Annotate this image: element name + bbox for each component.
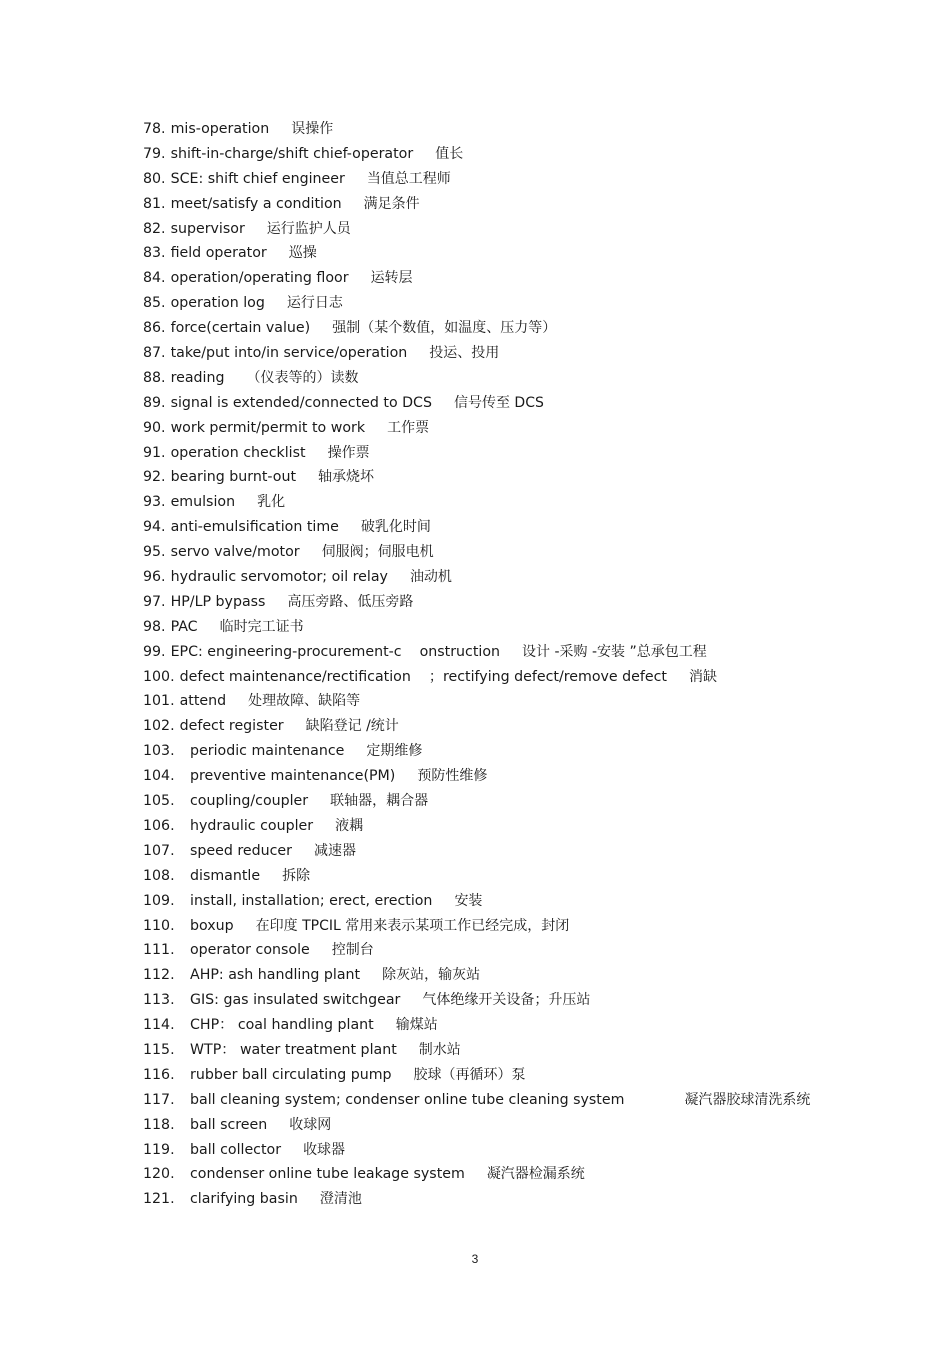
entry-term: CHP： coal handling plant xyxy=(190,1017,374,1034)
entry-translation: 油动机 xyxy=(409,569,452,586)
entry-translation: 凝汽器检漏系统 xyxy=(486,1166,585,1183)
glossary-entry xyxy=(143,267,863,292)
entry-number: 100. xyxy=(143,668,175,685)
glossary-entry xyxy=(143,666,863,691)
glossary-entry xyxy=(143,242,863,267)
entry-translation: 拆除 xyxy=(282,867,311,884)
entry-translation: 临时完工证书 xyxy=(219,618,304,635)
glossary-entry xyxy=(143,740,863,765)
glossary-entry xyxy=(143,964,863,989)
entry-term: field operator xyxy=(170,245,267,262)
entry-term: AHP: ash handling plant xyxy=(190,967,361,984)
entry-number: 84. xyxy=(143,270,166,287)
entry-number: 87. xyxy=(143,345,166,362)
entry-translation: 信号传至 DCS xyxy=(453,394,544,411)
entry-term-continuation: ；rectifying defect/remove defect xyxy=(428,668,667,685)
glossary-entry xyxy=(143,566,863,591)
entry-term: periodic maintenance xyxy=(190,743,345,760)
entry-number: 81. xyxy=(143,195,166,212)
glossary-list xyxy=(143,118,863,1213)
glossary-entry xyxy=(143,1089,863,1114)
entry-translation: 运行监护人员 xyxy=(266,220,351,237)
entry-term: operation/operating floor xyxy=(170,270,349,287)
glossary-entry xyxy=(143,715,863,740)
entry-number: 114. xyxy=(143,1017,175,1034)
entry-term: dismantle xyxy=(190,867,261,884)
entry-number: 85. xyxy=(143,295,166,312)
entry-number: 96. xyxy=(143,569,166,586)
entry-term: hydraulic coupler xyxy=(190,817,314,834)
glossary-entry xyxy=(143,840,863,865)
glossary-entry xyxy=(143,1039,863,1064)
entry-number: 79. xyxy=(143,145,166,162)
entry-term: shift-in-charge/shift chief-operator xyxy=(170,145,414,162)
glossary-entry xyxy=(143,1139,863,1164)
glossary-entry xyxy=(143,466,863,491)
entry-translation: 澄清池 xyxy=(319,1191,362,1208)
entry-term: mis-operation xyxy=(170,121,270,137)
entry-number: 98. xyxy=(143,618,166,635)
glossary-entry xyxy=(143,168,863,193)
entry-translation: 气体绝缘开关设备；升压站 xyxy=(422,992,591,1009)
entry-translation: 控制台 xyxy=(331,942,374,959)
entry-number: 89. xyxy=(143,394,166,411)
entry-term: supervisor xyxy=(170,220,245,237)
glossary-entry xyxy=(143,690,863,715)
entry-number: 105. xyxy=(143,793,175,810)
entry-term: clarifying basin xyxy=(190,1191,298,1208)
glossary-entry xyxy=(143,342,863,367)
entry-number: 92. xyxy=(143,469,166,486)
entry-number: 97. xyxy=(143,593,166,610)
entry-term: boxup xyxy=(190,917,234,934)
page-number: 3 xyxy=(471,1252,479,1266)
glossary-entry xyxy=(143,591,863,616)
entry-term: take/put into/in service/operation xyxy=(170,345,408,362)
glossary-entry xyxy=(143,417,863,442)
entry-number: 107. xyxy=(143,842,175,859)
entry-number: 112. xyxy=(143,967,175,984)
glossary-entry xyxy=(143,367,863,392)
entry-term: emulsion xyxy=(170,494,236,511)
glossary-entry xyxy=(143,442,863,467)
entry-term: preventive maintenance(PM) xyxy=(190,768,396,785)
entry-translation: 设计 -采购 -安装 ”总承包工程 xyxy=(522,643,707,660)
entry-term: force(certain value) xyxy=(170,320,311,337)
entry-translation: 液耦 xyxy=(335,817,364,834)
entry-translation: 乳化 xyxy=(257,494,286,511)
entry-number: 111. xyxy=(143,942,175,959)
entry-translation: 消缺 xyxy=(688,668,717,685)
entry-translation: 运行日志 xyxy=(286,295,343,312)
glossary-entry xyxy=(143,641,863,666)
glossary-entry xyxy=(143,890,863,915)
glossary-entry xyxy=(143,1163,863,1188)
entry-term: rubber ball circulating pump xyxy=(190,1066,392,1083)
entry-number: 109. xyxy=(143,892,175,909)
entry-number: 106. xyxy=(143,817,175,834)
entry-number: 78. xyxy=(143,121,166,137)
entry-number: 83. xyxy=(143,245,166,262)
entry-number: 119. xyxy=(143,1141,175,1158)
glossary-entry xyxy=(143,541,863,566)
entry-translation: 工作票 xyxy=(387,419,430,436)
entry-number: 82. xyxy=(143,220,166,237)
entry-term: condenser online tube leakage system xyxy=(190,1166,465,1183)
glossary-entry xyxy=(143,516,863,541)
entry-translation: 破乳化时间 xyxy=(360,519,431,536)
entry-term: HP/LP bypass xyxy=(170,593,266,610)
entry-term: GIS: gas insulated switchgear xyxy=(190,992,401,1009)
entry-translation: 预防性维修 xyxy=(417,768,488,785)
entry-term: PAC xyxy=(170,618,198,635)
entry-number: 113. xyxy=(143,992,175,1009)
entry-number: 86. xyxy=(143,320,166,337)
entry-translation: 在印度 TPCIL 常用来表示某项工作已经完成，封闭 xyxy=(255,917,570,934)
entry-number: 117. xyxy=(143,1091,175,1108)
entry-number: 118. xyxy=(143,1116,175,1133)
entry-translation: 胶球（再循环）泵 xyxy=(413,1066,526,1083)
entry-translation: 缺陷登记 /统计 xyxy=(305,718,399,735)
entry-translation: 运转层 xyxy=(370,270,413,287)
entry-term: operation checklist xyxy=(170,444,306,461)
entry-translation: 处理故障、缺陷等 xyxy=(248,693,361,710)
entry-term: operation log xyxy=(170,295,265,312)
entry-term: bearing burnt-out xyxy=(170,469,297,486)
entry-term: defect register xyxy=(179,718,284,735)
entry-translation: 制水站 xyxy=(418,1041,461,1058)
entry-term: SCE: shift chief engineer xyxy=(170,170,345,187)
entry-term: meet/satisfy a condition xyxy=(170,195,342,212)
glossary-entry xyxy=(143,292,863,317)
entry-translation: 巡操 xyxy=(288,245,317,262)
entry-translation: 联轴器，耦合器 xyxy=(330,793,429,810)
entry-translation: 收球网 xyxy=(289,1116,332,1133)
entry-number: 90. xyxy=(143,419,166,436)
entry-translation: 定期维修 xyxy=(366,743,423,760)
entry-number: 91. xyxy=(143,444,166,461)
glossary-entry xyxy=(143,317,863,342)
entry-term: reading xyxy=(170,369,225,386)
entry-translation: 高压旁路、低压旁路 xyxy=(287,593,414,610)
entry-number: 88. xyxy=(143,369,166,386)
entry-translation: 安装 xyxy=(454,892,483,909)
entry-number: 80. xyxy=(143,170,166,187)
entry-number: 115. xyxy=(143,1041,175,1058)
entry-term: operator console xyxy=(190,942,310,959)
glossary-entry xyxy=(143,218,863,243)
glossary-entry xyxy=(143,491,863,516)
entry-number: 120. xyxy=(143,1166,175,1183)
entry-translation: 强制（某个数值，如温度、压力等） xyxy=(332,320,557,337)
glossary-entry xyxy=(143,616,863,641)
glossary-entry xyxy=(143,1188,863,1213)
entry-translation: 轴承烧坏 xyxy=(318,469,375,486)
glossary-entry xyxy=(143,392,863,417)
entry-term: speed reducer xyxy=(190,842,292,859)
entry-number: 94. xyxy=(143,519,166,536)
entry-number: 108. xyxy=(143,867,175,884)
entry-term: EPC: engineering-procurement-c xyxy=(170,643,402,660)
glossary-entry xyxy=(143,1064,863,1089)
glossary-entry xyxy=(143,143,863,168)
entry-number: 95. xyxy=(143,544,166,561)
entry-translation: 误操作 xyxy=(291,121,334,137)
entry-translation: 除灰站，输灰站 xyxy=(382,967,481,984)
entry-translation: 伺服阀；伺服电机 xyxy=(321,544,434,561)
entry-term-continuation: onstruction xyxy=(419,643,501,660)
entry-number: 103. xyxy=(143,743,175,760)
entry-number: 93. xyxy=(143,494,166,511)
entry-term: attend xyxy=(179,693,227,710)
glossary-entry xyxy=(143,118,863,143)
entry-translation: 值长 xyxy=(435,145,464,162)
entry-term: coupling/coupler xyxy=(190,793,309,810)
entry-term: anti-emulsification time xyxy=(170,519,339,536)
entry-number: 102. xyxy=(143,718,175,735)
entry-translation: 输煤站 xyxy=(395,1017,438,1034)
glossary-entry xyxy=(143,790,863,815)
glossary-entry xyxy=(143,865,863,890)
entry-term: work permit/permit to work xyxy=(170,419,366,436)
entry-number: 116. xyxy=(143,1066,175,1083)
entry-number: 110. xyxy=(143,917,175,934)
entry-term: install, installation; erect, erection xyxy=(190,892,433,909)
entry-translation: 减速器 xyxy=(313,842,356,859)
entry-term: WTP： water treatment plant xyxy=(190,1041,397,1058)
entry-translation: 满足条件 xyxy=(363,195,420,212)
glossary-entry xyxy=(143,1114,863,1139)
entry-term: ball screen xyxy=(190,1116,268,1133)
entry-translation: 当值总工程师 xyxy=(366,170,451,187)
entry-translation: 凝汽器胶球清洗系统 xyxy=(684,1091,811,1108)
entry-translation: 操作票 xyxy=(327,444,370,461)
glossary-entry xyxy=(143,915,863,940)
entry-number: 104. xyxy=(143,768,175,785)
glossary-entry xyxy=(143,939,863,964)
entry-translation: 收球器 xyxy=(303,1141,346,1158)
entry-translation: 投运、投用 xyxy=(429,345,500,362)
glossary-entry xyxy=(143,765,863,790)
entry-term: defect maintenance/rectification xyxy=(179,668,411,685)
glossary-entry xyxy=(143,193,863,218)
glossary-entry xyxy=(143,989,863,1014)
entry-translation: （仪表等的）读数 xyxy=(246,369,359,386)
entry-term: signal is extended/connected to DCS xyxy=(170,394,432,411)
glossary-entry xyxy=(143,815,863,840)
entry-number: 99. xyxy=(143,643,166,660)
entry-term: ball collector xyxy=(190,1141,282,1158)
entry-term: servo valve/motor xyxy=(170,544,300,561)
entry-term: hydraulic servomotor; oil relay xyxy=(170,569,388,586)
glossary-entry xyxy=(143,1014,863,1039)
entry-number: 121. xyxy=(143,1191,175,1208)
entry-number: 101. xyxy=(143,693,175,710)
entry-term: ball cleaning system; condenser online tube cleaning system xyxy=(190,1091,625,1108)
